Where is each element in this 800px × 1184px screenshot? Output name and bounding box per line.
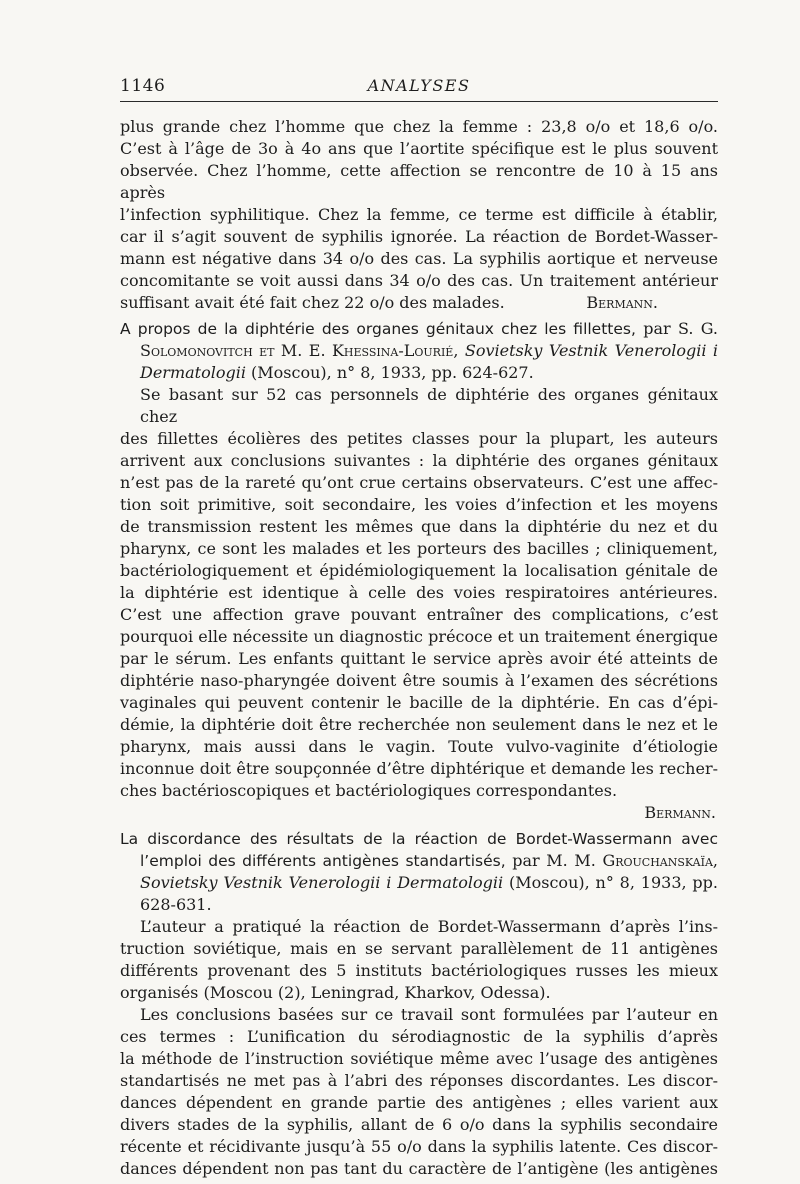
text-line: diphtérie naso-pharyngée doivent être soumis à l’examen des sécrétions [120,671,718,690]
text-line: de transmission restent les mêmes que dans la diphtérie du nez et du [120,517,718,536]
article-bordet-wassermann [120,828,718,1180]
text-line: standartisés ne met pas à l’abri des réponses discordantes. Les discor- [120,1071,718,1090]
text-line: ces termes : L’unification du sérodiagnostic de la syphilis d’après [120,1027,718,1046]
article-authors: Grouchanskaïa, [602,851,718,870]
citation-line [120,872,718,916]
text-line: vaginales qui peuvent contenir le bacille de la diphtérie. En cas d’épi- [120,693,718,712]
article-title-cont: l’emploi des différents antigènes standartisés, [140,852,506,870]
text-line: concomitante se voit aussi dans 34 o/o des cas. Un traitement antérieur [120,271,718,290]
citation-line [120,340,718,362]
article-by: par M. M. [512,851,596,870]
running-title: ANALYSES [367,76,471,95]
text-line: mann est négative dans 34 o/o des cas. La syphilis aortique et nerveuse [120,249,718,268]
article-diphterie [120,318,718,824]
article-title-line [120,318,718,340]
article-title-line [120,828,718,850]
citation-details: (Moscou), n° 8, 1933, pp. 624-627. [251,363,534,382]
text-line: pharynx, mais aussi dans le vagin. Toute vulvo-vaginite d’étiologie [120,737,718,756]
citation-line [120,362,718,384]
page-body [120,116,718,1180]
text-line: par le sérum. Les enfants quittant le service après avoir été atteints de [120,649,718,668]
article-authors: Solomonovitch et M. E. Khessina-Lourié, [140,341,459,360]
citation-details: (Moscou), n° 8, 1933, pp. 628-631. [140,873,718,914]
text-line: démie, la diphtérie doit être recherchée non seulement dans le nez et le [120,715,718,734]
text-line: car il s’agit souvent de syphilis ignorée. La réaction de Bordet-Wasser- [120,227,718,246]
text-line: plus grande chez l’homme que chez la femme : 23,8 o/o et 18,6 o/o. [120,117,718,136]
text-line: différents provenant des 5 instituts bactériologiques russes les mieux [120,961,718,980]
text-line: tion soit primitive, soit secondaire, les voies d’infection et les moyens [120,495,718,514]
text-line: des fillettes écolières des petites classes pour la plupart, les auteurs [120,429,718,448]
journal-name: Sovietsky Vestnik Venerologii i [464,341,719,360]
text-line: divers stades de la syphilis, allant de 6 o/o dans la syphilis secondaire [120,1115,718,1134]
page-number: 1146 [120,76,166,96]
text-line: récente et récidivante jusqu’à 55 o/o dans la syphilis latente. Ces discor- [120,1137,718,1156]
journal-name-cont: Dermatologii [140,363,246,382]
article-title: La discordance des résultats de la réaction de Bordet-Wassermann avec [120,830,718,848]
text-line: organisés (Moscou (2), Leningrad, Kharkov, Odessa). [120,983,551,1002]
text-line: inconnue doit être soupçonnée d’être diphtérique et demande les recher- [120,759,718,778]
text-line: Les conclusions basées sur ce travail sont formulées par l’auteur en [140,1005,718,1024]
text-line: Se basant sur 52 cas personnels de diphtérie des organes génitaux chez [140,385,718,426]
text-line: bactériologiquement et épidémiologiquement la localisation génitale de [120,561,718,580]
text-line: dances dépendent en grande partie des antigènes ; elles varient aux [120,1093,718,1112]
text-line: ches bactérioscopiques et bactériologiques correspondantes. [120,781,618,800]
article-continuation [120,116,718,314]
text-line: l’infection syphilitique. Chez la femme, ce terme est difficile à établir, [120,205,718,224]
article-title-line [120,850,718,872]
text-line: C’est à l’âge de 3o à 4o ans que l’aortite spécifique est le plus souvent [120,139,718,158]
text-line: L’auteur a pratiqué la réaction de Bordet-Wassermann d’après l’ins- [140,917,718,936]
text-line: la méthode de l’instruction soviétique même avec l’usage des antigènes [120,1049,718,1068]
journal-name: Sovietsky Vestnik Venerologii i Dermatologii [140,873,504,892]
header-rule [120,101,718,102]
reviewer-signature: Bermann. [586,293,658,312]
text-line: n’est pas de la rareté qu’ont crue certains observateurs. C’est une affec- [120,473,718,492]
text-line-with-signature [120,292,718,314]
text-line: C’est une affection grave pouvant entraîner des complications, c’est [120,605,718,624]
text-line: la diphtérie est identique à celle des voies respiratoires antérieures. [120,583,718,602]
text-line: dances dépendent non pas tant du caractère de l’antigène (les antigènes [120,1159,718,1178]
article-by: par S. G. [643,319,719,338]
text-line: truction soviétique, mais en se servant parallèlement de 11 antigènes [120,939,718,958]
article-title: A propos de la diphtérie des organes génitaux chez les fillettes, [120,320,636,338]
reviewer-signature: Bermann. [644,803,716,822]
text-line: suffisant avait été fait chez 22 o/o des malades. [120,293,505,312]
page-header [120,76,718,102]
text-line: observée. Chez l’homme, cette affection se rencontre de 10 à 15 ans après [120,161,718,202]
text-line: pharynx, ce sont les malades et les porteurs des bacilles ; cliniquement, [120,539,718,558]
text-line: pourquoi elle nécessite un diagnostic précoce et un traitement énergique [120,627,718,646]
text-line: arrivent aux conclusions suivantes : la diphtérie des organes génitaux [120,451,718,470]
